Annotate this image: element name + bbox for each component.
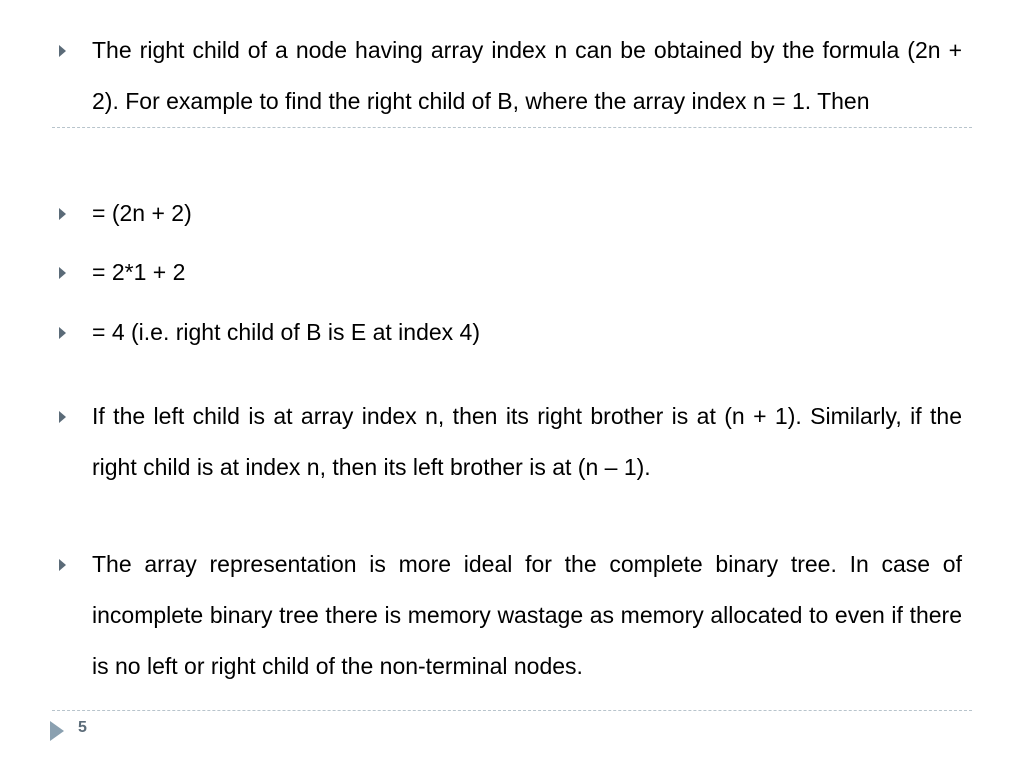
bullet-formula-step-2 xyxy=(92,247,962,298)
bullet-formula-result xyxy=(92,307,962,358)
bullet-marker-icon xyxy=(59,45,66,57)
bullet-formula-step-1 xyxy=(92,188,962,239)
page-number: 5 xyxy=(78,719,87,736)
bullet-marker-icon xyxy=(59,267,66,279)
bullet-text: = (2n + 2) xyxy=(92,200,192,226)
bullet-text: The array representation is more ideal for the complete binary tree. In case of incomplete binary tree there is memory wastage as memory allocated to even if there is no left or right child of the non-terminal nodes. xyxy=(92,551,962,679)
bullet-marker-icon xyxy=(59,208,66,220)
bullet-text: = 2*1 + 2 xyxy=(92,259,186,285)
footer-arrow-icon xyxy=(50,721,64,741)
bullet-right-child-formula xyxy=(92,25,962,127)
top-divider xyxy=(52,127,972,128)
bullet-sibling-indices xyxy=(92,391,962,493)
bullet-marker-icon xyxy=(59,327,66,339)
bottom-divider xyxy=(52,710,972,711)
bullet-marker-icon xyxy=(59,559,66,571)
bullet-text: If the left child is at array index n, then its right brother is at (n + 1). Similarly, if the right child is at index n, then its left brother is at (n – 1). xyxy=(92,403,962,480)
bullet-text: The right child of a node having array index n can be obtained by the formula (2n + 2). For example to find the right child of B, where the array index n = 1. Then xyxy=(92,37,962,114)
bullet-text: = 4 (i.e. right child of B is E at index 4) xyxy=(92,319,480,345)
bullet-array-representation xyxy=(92,539,962,692)
bullet-marker-icon xyxy=(59,411,66,423)
